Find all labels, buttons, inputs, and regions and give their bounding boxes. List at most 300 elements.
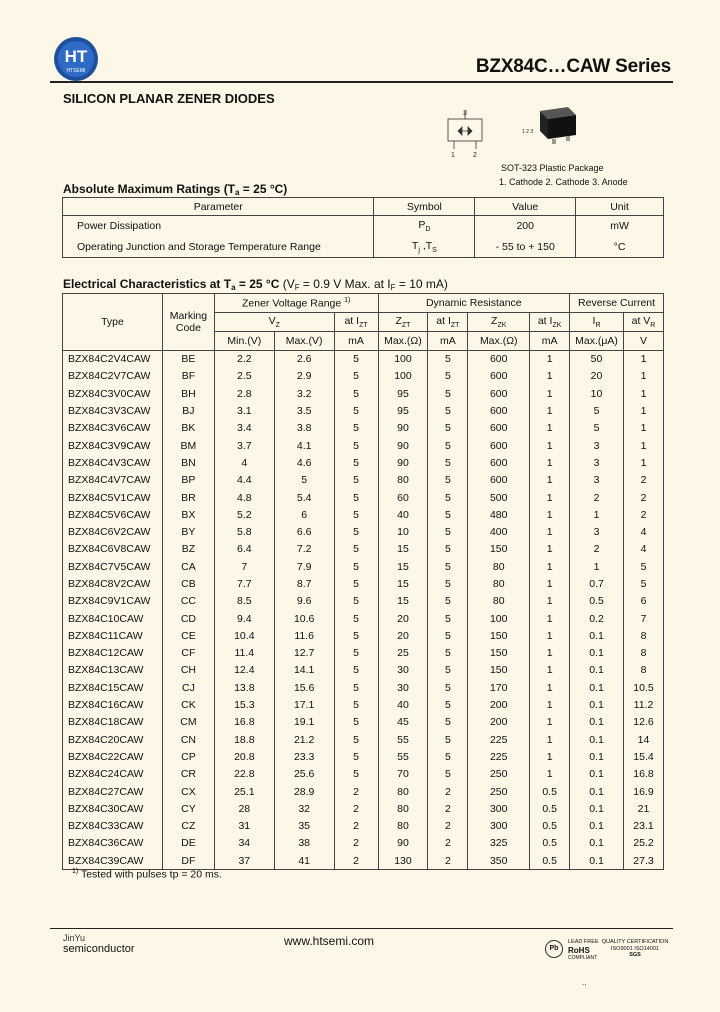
value-cell: 0.1 [570,783,624,800]
table-row [63,852,664,869]
value-cell: 3 [570,454,624,471]
type-cell: BZX84C30CAW [63,800,163,817]
group-dynamic-resistance: Dynamic Resistance [378,294,570,313]
value-cell: 1 [530,420,570,437]
value-cell: 16.9 [623,783,663,800]
value-cell: 480 [468,506,530,523]
value-cell: 15 [378,575,428,592]
value-cell: 2.5 [214,368,274,385]
table-row [63,454,664,471]
value-cell: 13.8 [214,679,274,696]
table-row [63,645,664,662]
value-cell: 5 [334,593,378,610]
amr-heading: Absolute Maximum Ratings ($T_a = 25$ °C) [63,182,288,197]
value-cell: 3.1 [214,402,274,419]
value-cell: 5 [334,420,378,437]
value-cell: 2 [570,541,624,558]
value-cell: 10.5 [623,679,663,696]
value-cell: 5 [334,541,378,558]
table-row [63,748,664,765]
marking-cell: BN [162,454,214,471]
value-cell: 1 [623,454,663,471]
value-cell: 21.2 [274,731,334,748]
value-cell: 5 [428,472,468,489]
value-cell: 7 [214,558,274,575]
value-cell: 1 [530,662,570,679]
value-cell: 1 [570,558,624,575]
value-cell: 90 [378,420,428,437]
value-cell: 5 [334,696,378,713]
value-cell: 45 [378,714,428,731]
logo-text: HT [64,47,88,66]
value-cell: 1 [623,402,663,419]
value-cell: 1 [530,679,570,696]
value-cell: 90 [378,454,428,471]
value-cell: 40 [378,506,428,523]
value-cell: 95 [378,385,428,402]
value-cell: 1 [530,368,570,385]
value-cell: 600 [468,368,530,385]
value-cell: 150 [468,645,530,662]
value-cell: 0.2 [570,610,624,627]
marking-cell: DF [162,852,214,869]
marking-cell: BF [162,368,214,385]
value-cell: 80 [378,783,428,800]
value-cell: 5 [428,714,468,731]
value-cell: 80 [468,593,530,610]
table-row [63,731,664,748]
marking-cell: BR [162,489,214,506]
type-cell: BZX84C3V3CAW [63,402,163,419]
value-cell: 2 [428,835,468,852]
table-row [63,506,664,523]
value-cell: 0.5 [530,818,570,835]
value-cell: 5 [428,627,468,644]
value-cell: 0.5 [530,852,570,869]
unit-header: V [623,332,663,351]
value-cell: 5 [428,696,468,713]
value-cell: 0.5 [530,783,570,800]
table-row: Operating Junction and Storage Temperature Range $T_j$ $,T_S$ - 55 to + 150 °C [63,237,664,258]
marking-cell: CH [162,662,214,679]
value-cell: 1 [530,472,570,489]
col-at-izt-2: at $I_{ZT}$ [428,313,468,332]
value-cell: 5 [428,731,468,748]
type-cell: BZX84C20CAW [63,731,163,748]
table-row [63,575,664,592]
value-cell: 15.3 [214,696,274,713]
value-cell: 4 [214,454,274,471]
ec-heading: Electrical Characteristics at $T_a = 25$ °C ($V_F = 0.9$ V Max. at $I_F = 10$ mA) [63,277,448,292]
value-cell: 1 [530,437,570,454]
col-type: Type [63,294,163,351]
value-cell: 0.1 [570,714,624,731]
value-cell: 5 [334,385,378,402]
value-cell: 3.2 [274,385,334,402]
value-cell: 5 [428,748,468,765]
unit-header: Max.(Ω) [378,332,428,351]
value-cell: 2 [334,800,378,817]
marking-cell: CP [162,748,214,765]
value-cell: 10.6 [274,610,334,627]
pin-labels-3d: 1 2 3 [522,129,534,135]
value-cell: 1 [530,575,570,592]
value-cell: 80 [378,800,428,817]
type-cell: BZX84C5V6CAW [63,506,163,523]
value-cell: 400 [468,523,530,540]
package-pins-caption: 1. Cathode 2. Cathode 3. Anode [499,177,628,187]
type-cell: BZX84C13CAW [63,662,163,679]
col-marking-code: Marking Code [162,294,214,351]
value-cell: 8.7 [274,575,334,592]
value-cell: 1 [530,402,570,419]
table-row [63,420,664,437]
value-cell: 2 [334,835,378,852]
value-cell: 1 [530,696,570,713]
value-cell: 200 [468,714,530,731]
value-cell: 12.6 [623,714,663,731]
table-row [63,541,664,558]
value-cell: 5 [334,437,378,454]
value-cell: 150 [468,627,530,644]
marking-cell: CZ [162,818,214,835]
value-cell: 2.2 [214,351,274,368]
value-cell: 5 [570,420,624,437]
value-cell: 70 [378,766,428,783]
type-cell: BZX84C18CAW [63,714,163,731]
table-row [63,662,664,679]
value-cell: 55 [378,748,428,765]
table-row [63,679,664,696]
value-cell: 16.8 [623,766,663,783]
value-cell: 90 [378,835,428,852]
col-zzk: $Z_{ZK}$ [468,313,530,332]
value-cell: 6 [623,593,663,610]
value-cell: 5 [570,402,624,419]
value-cell: 5.2 [214,506,274,523]
table-row: Power Dissipation $P_D$ 200 mW [63,216,664,237]
group-reverse-current: Reverse Current [570,294,664,313]
value-cell: 2.8 [214,385,274,402]
value-cell: 2 [428,783,468,800]
value-cell: 5 [334,610,378,627]
marking-cell: BX [162,506,214,523]
value-cell: 4.8 [214,489,274,506]
value-cell: 5 [334,731,378,748]
marking-cell: CN [162,731,214,748]
marking-cell: BZ [162,541,214,558]
marking-cell: CE [162,627,214,644]
value-cell: 150 [468,662,530,679]
value-cell: 22.8 [214,766,274,783]
value-cell: 5 [428,575,468,592]
value-cell: 1 [530,593,570,610]
value-cell: 5 [334,662,378,679]
value-cell: 8 [623,662,663,679]
value-cell: 5 [334,645,378,662]
value-cell: 21 [623,800,663,817]
value-cell: 14 [623,731,663,748]
value-cell: 5 [428,662,468,679]
value-cell: 3 [570,523,624,540]
value-cell: 23.1 [623,818,663,835]
value-cell: 11.2 [623,696,663,713]
value-cell: 40 [378,696,428,713]
value-cell: 0.1 [570,731,624,748]
value-cell: 8 [623,627,663,644]
table-row [63,558,664,575]
marking-cell: BJ [162,402,214,419]
company-logo [53,36,99,82]
value-cell: 10 [378,523,428,540]
value-cell: 80 [468,558,530,575]
value-cell: 41 [274,852,334,869]
value-cell: 5 [334,575,378,592]
col-at-izk: at $I_{ZK}$ [530,313,570,332]
value-cell: 6.6 [274,523,334,540]
value-cell: 0.1 [570,766,624,783]
value-cell: 15 [378,593,428,610]
value-cell: 5 [334,489,378,506]
table-row [63,437,664,454]
table-row [63,818,664,835]
table-row [63,351,664,368]
value-cell: 1 [530,385,570,402]
table-row [63,489,664,506]
value-cell: 15 [378,541,428,558]
value-cell: 600 [468,454,530,471]
series-title: BZX84C…CAW Series [475,56,671,77]
type-cell: BZX84C3V6CAW [63,420,163,437]
value-cell: 20 [378,610,428,627]
value-cell: 25 [378,645,428,662]
table-row [63,766,664,783]
type-cell: BZX84C6V2CAW [63,523,163,540]
value-cell: 9.4 [214,610,274,627]
value-cell: 5 [428,437,468,454]
value-cell: 7.7 [214,575,274,592]
type-cell: BZX84C2V7CAW [63,368,163,385]
group-zener-voltage: Zener Voltage Range $^{1)}$ [214,294,378,313]
value-cell: 15.6 [274,679,334,696]
marking-cell: BY [162,523,214,540]
value-cell: 1 [530,748,570,765]
value-cell: 5 [334,402,378,419]
value-cell: 20.8 [214,748,274,765]
value-cell: 6.4 [214,541,274,558]
value-cell: 1 [530,627,570,644]
value-cell: 5 [428,489,468,506]
value-cell: 600 [468,385,530,402]
value-cell: 0.1 [570,679,624,696]
value-cell: 15 [378,558,428,575]
value-cell: 0.7 [570,575,624,592]
type-cell: BZX84C36CAW [63,835,163,852]
value-cell: 8.5 [214,593,274,610]
unit-header: Max.(V) [274,332,334,351]
marking-cell: CD [162,610,214,627]
value-cell: 0.1 [570,645,624,662]
value-cell: 300 [468,800,530,817]
type-cell: BZX84C5V1CAW [63,489,163,506]
marking-cell: CX [162,783,214,800]
value-cell: 2 [428,852,468,869]
value-cell: 130 [378,852,428,869]
value-cell: 2 [623,489,663,506]
type-cell: BZX84C8V2CAW [63,575,163,592]
table-row [63,523,664,540]
value-cell: 60 [378,489,428,506]
header-divider [50,81,673,83]
value-cell: 1 [623,368,663,385]
value-cell: 5 [334,454,378,471]
value-cell: 23.3 [274,748,334,765]
value-cell: 80 [468,575,530,592]
value-cell: 2.9 [274,368,334,385]
value-cell: 90 [378,437,428,454]
col-vz: $V_Z$ [214,313,334,332]
value-cell: 2 [623,472,663,489]
marking-cell: CB [162,575,214,592]
value-cell: 150 [468,541,530,558]
value-cell: 0.5 [570,593,624,610]
website-link[interactable]: www.htsemi.com [284,934,375,948]
value-cell: 225 [468,731,530,748]
value-cell: 600 [468,437,530,454]
value-cell: 3 [570,437,624,454]
value-cell: 5 [334,748,378,765]
type-cell: BZX84C3V9CAW [63,437,163,454]
value-cell: 5 [334,368,378,385]
value-cell: 0.1 [570,662,624,679]
value-cell: 35 [274,818,334,835]
marking-cell: CK [162,696,214,713]
value-cell: 80 [378,818,428,835]
value-cell: 0.5 [530,835,570,852]
company-name-line2: semiconductor [63,943,135,955]
value-cell: 5 [334,679,378,696]
value-cell: 600 [468,420,530,437]
value-cell: 5 [334,472,378,489]
marking-cell: BH [162,385,214,402]
value-cell: 1 [530,523,570,540]
value-cell: 5 [623,575,663,592]
value-cell: 2 [428,800,468,817]
type-cell: BZX84C3V0CAW [63,385,163,402]
table-row [63,593,664,610]
value-cell: 32 [274,800,334,817]
value-cell: 5 [334,714,378,731]
value-cell: 5 [428,368,468,385]
marking-cell: BP [162,472,214,489]
sot323-package-drawing [440,105,640,161]
value-cell: 10 [570,385,624,402]
logo-subtext: HTSEMI [66,68,86,74]
value-cell: 25.1 [214,783,274,800]
unit-header: mA [334,332,378,351]
value-cell: 5 [428,454,468,471]
value-cell: 5 [428,385,468,402]
value-cell: 1 [623,351,663,368]
pin1-label: 1 [451,152,455,159]
table-row [63,402,664,419]
value-cell: 3 [570,472,624,489]
value-cell: 600 [468,402,530,419]
value-cell: 37 [214,852,274,869]
value-cell: 5 [428,523,468,540]
value-cell: 4 [623,541,663,558]
value-cell: 100 [378,368,428,385]
value-cell: 250 [468,766,530,783]
marking-cell: CF [162,645,214,662]
value-cell: 1 [623,437,663,454]
unit-header: Max.(μA) [570,332,624,351]
value-cell: 16.8 [214,714,274,731]
value-cell: 7.9 [274,558,334,575]
value-cell: 4.4 [214,472,274,489]
type-cell: BZX84C16CAW [63,696,163,713]
absolute-max-ratings-table [62,197,664,258]
type-cell: BZX84C39CAW [63,852,163,869]
value-cell: 1 [530,489,570,506]
value-cell: 0.1 [570,835,624,852]
value-cell: 9.6 [274,593,334,610]
iso-certification: QUALITY CERTIFICATION ISO9001 ISO14001 SGS [601,939,669,958]
value-cell: 0.1 [570,748,624,765]
value-cell: 2 [623,506,663,523]
marking-cell: CC [162,593,214,610]
value-cell: 325 [468,835,530,852]
marking-cell: BE [162,351,214,368]
value-cell: 5 [428,645,468,662]
col-zzt: $Z_{ZT}$ [378,313,428,332]
type-cell: BZX84C27CAW [63,783,163,800]
value-cell: 500 [468,489,530,506]
value-cell: 0.1 [570,852,624,869]
type-cell: BZX84C6V8CAW [63,541,163,558]
table-row [63,610,664,627]
value-cell: 1 [530,645,570,662]
value-cell: 100 [468,610,530,627]
value-cell: 4 [623,523,663,540]
type-cell: BZX84C33CAW [63,818,163,835]
marking-cell: BM [162,437,214,454]
pin2-label: 2 [473,152,477,159]
value-cell: 4.6 [274,454,334,471]
type-cell: BZX84C2V4CAW [63,351,163,368]
value-cell: 20 [378,627,428,644]
col-at-izt: at $I_{ZT}$ [334,313,378,332]
value-cell: 14.1 [274,662,334,679]
value-cell: 3.8 [274,420,334,437]
unit-header: Max.(Ω) [468,332,530,351]
table-row [63,714,664,731]
lead-free-label: LEAD FREE [568,939,599,945]
value-cell: 55 [378,731,428,748]
package-body-icon [540,107,576,144]
value-cell: 5.8 [214,523,274,540]
value-cell: 1 [530,731,570,748]
value-cell: 5 [428,506,468,523]
value-cell: 1 [530,766,570,783]
value-cell: 27.3 [623,852,663,869]
footer-divider [50,928,673,929]
value-cell: 1 [530,351,570,368]
value-cell: 5 [428,351,468,368]
value-cell: 28 [214,800,274,817]
value-cell: 2 [334,783,378,800]
value-cell: 250 [468,783,530,800]
